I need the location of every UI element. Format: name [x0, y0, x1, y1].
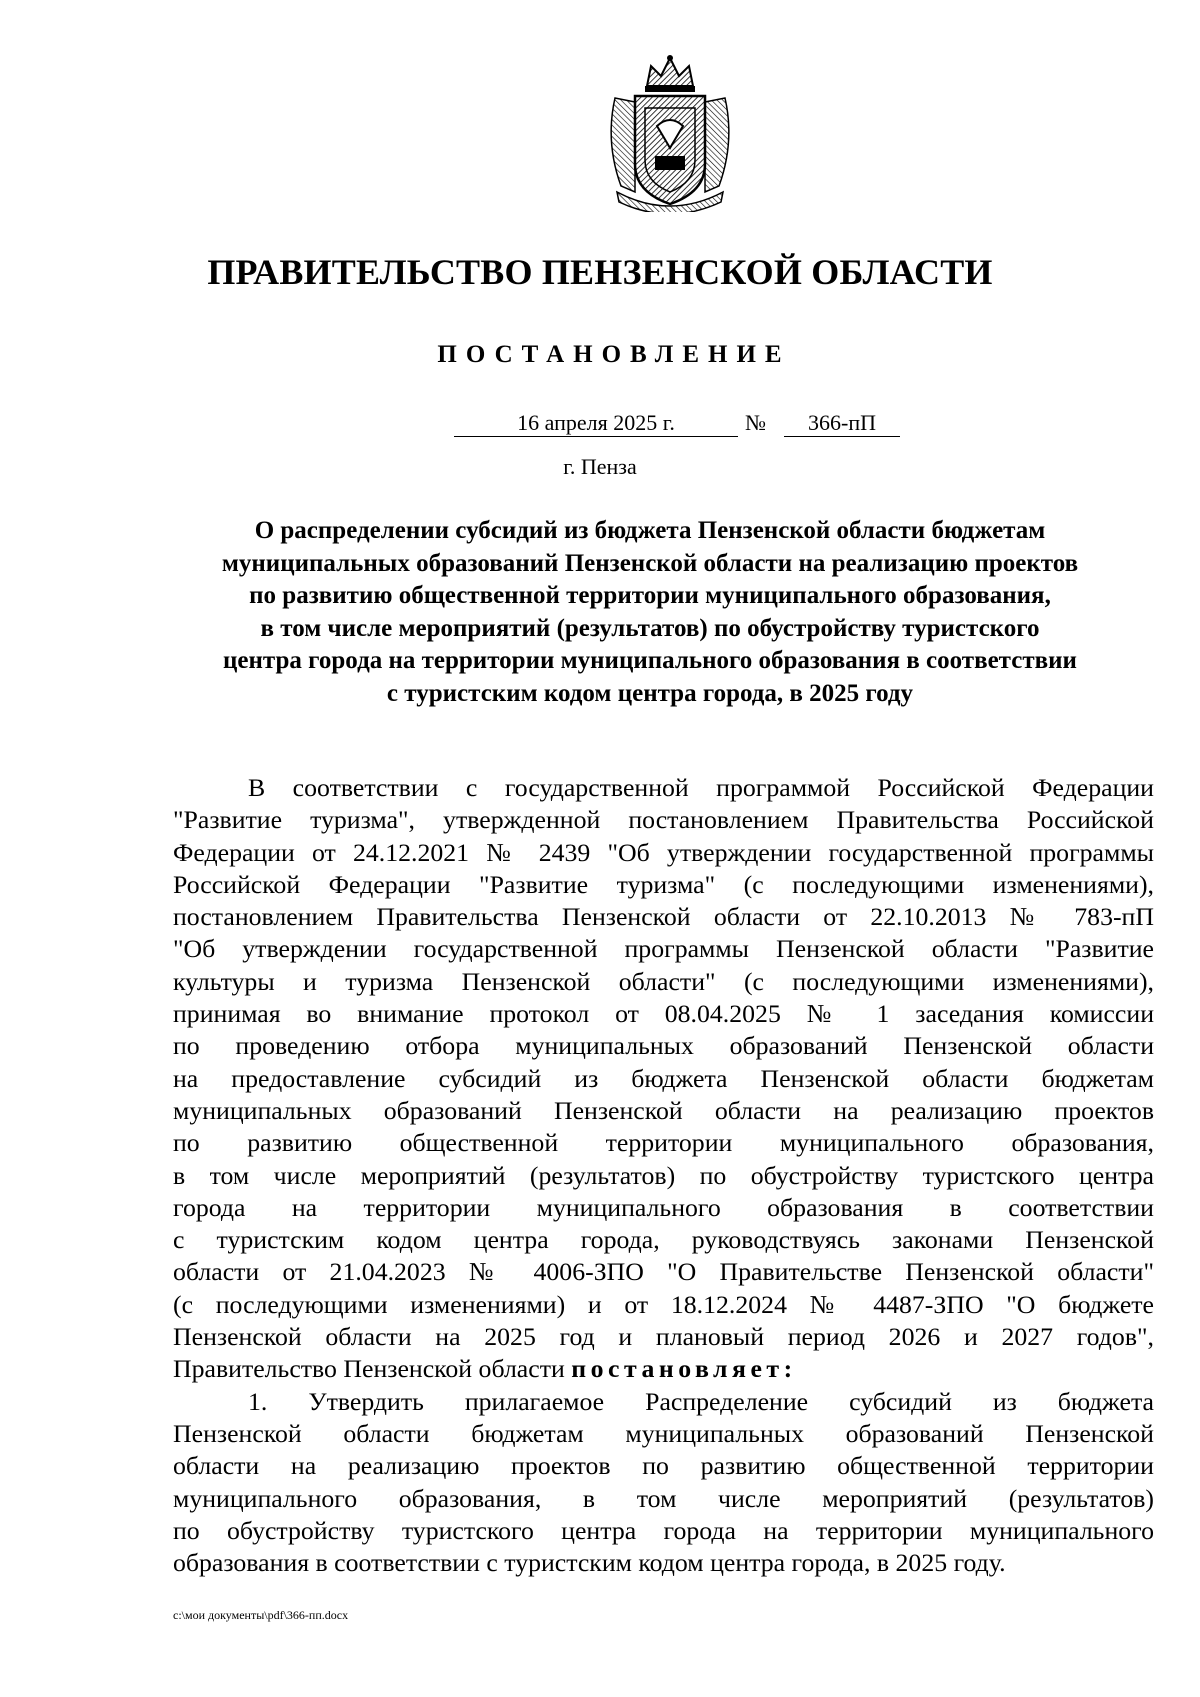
file-path-footer: c:\мои документы\pdf\366-пп.docx: [173, 1608, 349, 1622]
number-sign: №: [745, 410, 766, 435]
preamble-line: постановлением Правительства Пензенской области от 22.10.2013 № 783-пП: [173, 902, 1154, 932]
document-body: [173, 772, 1154, 1579]
preamble-line: культуры и туризма Пензенской области" (с последующими изменениями),: [173, 966, 1154, 996]
item1-line: области на реализацию проектов по развитию общественной территории: [173, 1451, 1154, 1481]
subject-line: О распределении субсидий из бюджета Пензенской области бюджетам: [254, 517, 1046, 544]
preamble-line: по развитию общественной территории муниципального образования,: [173, 1128, 1154, 1158]
preamble-line: "Об утверждении государственной программы Пензенской области "Развитие: [173, 934, 1154, 964]
item1-line: Пензенской области бюджетам муниципальных образований Пензенской: [173, 1418, 1154, 1448]
preamble-line: Федерации от 24.12.2021 № 2439 "Об утверждении государственной программы: [173, 837, 1154, 867]
subject-line: центра города на территории муниципального образования в соответствии: [223, 647, 1077, 675]
document-subject: [130, 515, 1170, 711]
resolve-word: постановляет:: [571, 1354, 797, 1384]
document-type: ПОСТАНОВЛЕНИЕ: [437, 341, 791, 368]
subject-line: по развитию общественной территории муниципального образования,: [249, 582, 1051, 610]
resolve-prefix: Правительство Пензенской области: [173, 1354, 565, 1384]
preamble-line: В соответствии с государственной программой Российской Федерации: [248, 773, 1154, 802]
preamble-line: по проведению отбора муниципальных образований Пензенской области: [173, 1031, 1154, 1061]
item1-line: по обустройству туристского центра города на территории муниципального: [173, 1515, 1154, 1545]
preamble-line: "Развитие туризма", утвержденной постановлением Правительства Российской: [173, 805, 1154, 835]
subject-line: муниципальных образований Пензенской области на реализацию проектов: [221, 549, 1079, 577]
preamble-line: Российской Федерации "Развитие туризма" (с последующими изменениями),: [173, 869, 1154, 899]
subject-line: с туристским кодом центра города, в 2025 году: [386, 679, 914, 707]
preamble-line: с туристским кодом центра города, руководствуясь законами Пензенской: [173, 1225, 1154, 1255]
preamble-line: принимая во внимание протокол от 08.04.2025 № 1 заседания комиссии: [173, 999, 1154, 1029]
document-city: г. Пенза: [563, 454, 637, 479]
subject-line: в том числе мероприятий (результатов) по обустройству туристского: [260, 614, 1040, 642]
preamble-line: Пензенской области на 2025 год и плановый период 2026 и 2027 годов",: [173, 1322, 1154, 1352]
item1-line: муниципального образования, в том числе мероприятий (результатов): [173, 1483, 1154, 1513]
preamble-line: (с последующими изменениями) и от 18.12.2024 № 4487-ЗПО "О бюджете: [173, 1289, 1154, 1319]
item1-line: образования в соответствии с туристским кодом центра города, в 2025 году.: [173, 1548, 1006, 1578]
organization-title: ПРАВИТЕЛЬСТВО ПЕНЗЕНСКОЙ ОБЛАСТИ: [207, 252, 993, 292]
preamble-line: в том числе мероприятий (результатов) по обустройству туристского центра: [173, 1160, 1154, 1190]
preamble-line: области от 21.04.2023 № 4006-ЗПО "О Правительстве Пензенской области": [173, 1257, 1154, 1287]
document-number: 366-пП: [784, 410, 900, 437]
document-date: 16 апреля 2025 г.: [454, 410, 738, 437]
preamble-line: города на территории муниципального образования в соответствии: [173, 1192, 1154, 1222]
coat-of-arms-emblem: [595, 52, 745, 212]
preamble-line: муниципальных образований Пензенской области на реализацию проектов: [173, 1095, 1154, 1125]
resolve-line: [173, 1353, 1154, 1385]
item1-line: 1. Утвердить прилагаемое Распределение субсидий из бюджета: [248, 1386, 1154, 1416]
preamble-line: на предоставление субсидий из бюджета Пензенской области бюджетам: [173, 1063, 1154, 1093]
